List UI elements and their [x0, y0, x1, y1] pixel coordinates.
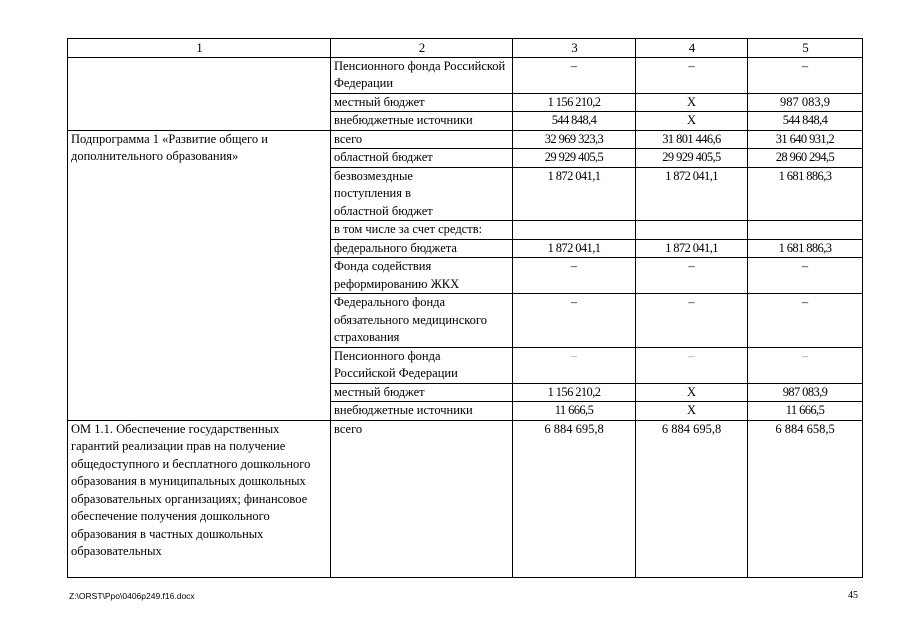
budget-table [67, 38, 863, 578]
value-col3: 29 929 405,5 [513, 149, 636, 168]
value-col4: – [636, 294, 748, 348]
value-col3: – [513, 294, 636, 348]
source-label: местный бюджет [331, 93, 513, 112]
value-col5: 1 681 886,3 [748, 167, 863, 221]
value-col5: 1 681 886,3 [748, 239, 863, 258]
value-col3: 6 884 695,8 [513, 420, 636, 577]
value-col4: Х [636, 93, 748, 112]
value-col3: – [513, 258, 636, 294]
value-col3: – [513, 347, 636, 383]
program-name-cell: ОМ 1.1. Обеспечение государственных гарантий реализации прав на получение общедоступного и бесплатного дошкольного образования в муниципальных дошкольных образовательных организациях; финансовое обеспечение получения дошкольного образования в частных дошкольных образовательных [68, 420, 331, 577]
table-row [68, 130, 863, 149]
value-col4: – [636, 57, 748, 93]
source-label: безвозмездные поступления в областной бюджет [331, 167, 513, 221]
header-cell: 1 [68, 39, 331, 58]
source-label: Пенсионного фонда Российской Федерации [331, 347, 513, 383]
value-col3: 11 666,5 [513, 402, 636, 421]
value-col4: 6 884 695,8 [636, 420, 748, 577]
value-col5: 28 960 294,5 [748, 149, 863, 168]
value-col5: 31 640 931,2 [748, 130, 863, 149]
header-cell: 3 [513, 39, 636, 58]
value-col4: – [636, 347, 748, 383]
source-label: в том числе за счет средств: [331, 221, 513, 240]
header-cell: 5 [748, 39, 863, 58]
source-label: федерального бюджета [331, 239, 513, 258]
value-col5: 544 848,4 [748, 112, 863, 131]
value-col3: 1 872 041,1 [513, 239, 636, 258]
source-label: Фонда содействия реформированию ЖКХ [331, 258, 513, 294]
value-col5: – [748, 294, 863, 348]
value-col4: Х [636, 112, 748, 131]
value-col4: – [636, 258, 748, 294]
value-col5: – [748, 57, 863, 93]
value-col4: 31 801 446,6 [636, 130, 748, 149]
source-label: Федерального фонда обязательного медицинского страхования [331, 294, 513, 348]
value-col4 [636, 221, 748, 240]
value-col5: 987 083,9 [748, 383, 863, 402]
value-col5: – [748, 347, 863, 383]
header-cell: 4 [636, 39, 748, 58]
source-label: областной бюджет [331, 149, 513, 168]
program-name-cell: Подпрограмма 1 «Развитие общего и дополнительного образования» [68, 130, 331, 420]
value-col5: – [748, 258, 863, 294]
source-label: всего [331, 420, 513, 577]
footer-file-path: Z:\ORST\Ppo\0406p249.f16.docx [69, 591, 195, 601]
value-col3: – [513, 57, 636, 93]
value-col4: 1 872 041,1 [636, 239, 748, 258]
value-col5 [748, 221, 863, 240]
value-col4: 1 872 041,1 [636, 167, 748, 221]
source-label: внебюджетные источники [331, 112, 513, 131]
header-cell: 2 [331, 39, 513, 58]
value-col5: 987 083,9 [748, 93, 863, 112]
value-col4: Х [636, 383, 748, 402]
source-label: Пенсионного фонда Российской Федерации [331, 57, 513, 93]
value-col4: Х [636, 402, 748, 421]
value-col3: 1 872 041,1 [513, 167, 636, 221]
table-row [68, 57, 863, 93]
program-name-cell [68, 57, 331, 130]
value-col3: 1 156 210,2 [513, 383, 636, 402]
value-col3: 1 156 210,2 [513, 93, 636, 112]
value-col4: 29 929 405,5 [636, 149, 748, 168]
page-number: 45 [848, 590, 858, 601]
table-row [68, 420, 863, 577]
value-col3: 32 969 323,3 [513, 130, 636, 149]
source-label: местный бюджет [331, 383, 513, 402]
value-col5: 11 666,5 [748, 402, 863, 421]
value-col3: 544 848,4 [513, 112, 636, 131]
value-col5: 6 884 658,5 [748, 420, 863, 577]
source-label: внебюджетные источники [331, 402, 513, 421]
source-label: всего [331, 130, 513, 149]
value-col3 [513, 221, 636, 240]
table-header-row [68, 39, 863, 58]
